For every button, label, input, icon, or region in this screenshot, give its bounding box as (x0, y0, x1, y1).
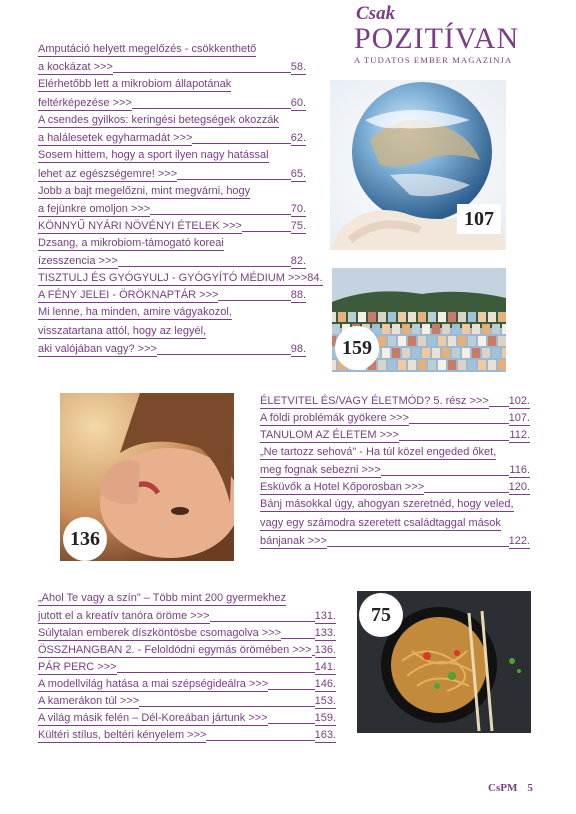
toc-page-number: 122. (508, 535, 530, 548)
toc-page-number: 136. (314, 644, 336, 657)
toc-leader-line (281, 624, 315, 639)
toc-entry[interactable] (38, 675, 336, 692)
toc-page-number: 82. (290, 255, 306, 268)
toc-entry-text: Súlytalan emberek díszköntösbe csomagolva >>> (38, 627, 282, 640)
toc-page-number: 116. (509, 464, 530, 477)
toc-leader-line (218, 286, 290, 301)
toc-entry-text: meg fognak sebezni >>> (260, 464, 381, 477)
toc-entry-text: a kockázat >>> (38, 61, 113, 74)
toc-group-3 (38, 589, 336, 743)
toc-entry[interactable] (38, 709, 336, 726)
toc-entry[interactable] (38, 269, 323, 286)
toc-entry-text: jutott el a kreatív tanóra öröme >>> (38, 610, 210, 623)
toc-leader-line (327, 532, 509, 547)
toc-leader-line (381, 461, 510, 476)
footer-page-number: 5 (527, 782, 533, 794)
toc-leader-line (132, 94, 291, 109)
toc-group-2 (260, 392, 530, 549)
woman-image (60, 393, 234, 561)
toc-entry[interactable] (260, 426, 530, 443)
footer-brand: CsPM (488, 782, 518, 794)
toc-leader-line (177, 165, 291, 180)
toc-leader-line (157, 340, 291, 355)
toc-group-1 (38, 40, 323, 357)
toc-page-number: 159. (314, 712, 336, 725)
toc-leader-line (489, 392, 509, 407)
toc-entry-text: A világ másik felén – Dél-Koreában jártunk >>> (38, 712, 268, 725)
toc-entry[interactable] (38, 40, 306, 75)
toc-entry[interactable] (38, 75, 306, 110)
toc-leader-line (399, 426, 510, 441)
toc-entry[interactable] (38, 303, 306, 357)
toc-leader-line (268, 675, 314, 690)
toc-entry-text: Bánj másokkal úgy, ahogyan szeretnéd, hogy veled, (260, 498, 514, 511)
toc-entry-text: a halálesetek egyharmadát >>> (38, 132, 193, 145)
toc-page-number: 65. (290, 167, 306, 180)
toc-leader-line (206, 726, 314, 741)
toc-page-number: 70. (290, 203, 306, 216)
toc-page-number: 141. (314, 661, 336, 674)
toc-entry-text: ÉLETVITEL ÉS/VAGY ÉLETMÓD? 5. rész >>> (260, 395, 489, 407)
toc-entry-text: feltérképezése >>> (38, 96, 132, 109)
toc-entry[interactable] (38, 286, 306, 303)
toc-entry[interactable] (260, 495, 530, 549)
toc-entry[interactable] (38, 217, 306, 234)
toc-entry-text: PÁR PERC >>> (38, 661, 117, 674)
noodles-image (357, 591, 531, 733)
toc-entry[interactable] (38, 624, 336, 641)
toc-leader-line (113, 58, 291, 73)
toc-page-number: 131. (314, 610, 336, 623)
toc-entry-text: Dzsang, a mikrobiom-támogató koreai (38, 237, 224, 250)
toc-leader-line (242, 217, 291, 232)
toc-entry[interactable] (38, 641, 336, 658)
toc-page-number: 58. (290, 61, 306, 74)
toc-entry[interactable] (38, 111, 306, 146)
toc-leader-line (139, 692, 314, 707)
toc-page-number: 146. (314, 678, 336, 691)
toc-page-number: 84. (307, 272, 323, 285)
toc-entry[interactable] (38, 726, 336, 743)
toc-entry[interactable] (38, 234, 306, 269)
toc-page-number: 98. (290, 343, 306, 356)
toc-entry[interactable] (260, 392, 530, 409)
toc-entry-text: „Ahol Te vagy a szín" – Több mint 200 gyermekhez (38, 592, 287, 604)
earth-image (330, 80, 506, 250)
toc-entry[interactable] (38, 692, 336, 709)
toc-entry-text: Jobb a bajt megelőzni, mint megvárni, hogy (38, 184, 251, 197)
toc-leader-line (150, 200, 290, 215)
toc-entry-text: A kamerákon túl >>> (38, 695, 140, 708)
toc-entry-text: lehet az egészségemre! >>> (38, 167, 178, 180)
toc-page-number: 88. (290, 289, 306, 302)
toc-page-number: 62. (290, 132, 306, 145)
toc-entry[interactable] (38, 589, 336, 624)
toc-leader-line (268, 709, 315, 724)
earth-page-badge: 107 (457, 204, 501, 234)
toc-entry[interactable] (38, 146, 306, 181)
toc-entry-text: „Ne tartozz sehová" - Ha túl közel engeded őket, (260, 446, 497, 458)
toc-page-number: 120. (508, 481, 530, 494)
toc-entry-text: Esküvők a Hotel Kőporosban >>> (260, 481, 425, 494)
toc-leader-line (409, 409, 509, 424)
toc-entry[interactable] (260, 478, 530, 495)
toc-entry-text: Amputáció helyett megelőzés - csökkenthető (38, 43, 257, 55)
toc-page-number: 60. (290, 96, 306, 109)
toc-entry-text: Sosem hittem, hogy a sport ilyen nagy hatással (38, 149, 269, 162)
footer (488, 782, 543, 794)
toc-leader-line (424, 478, 508, 493)
toc-entry-text: ízesszencia >>> (38, 255, 118, 268)
toc-entry-text: TISZTULJ ÉS GYÓGYULJ - GYÓGYÍTÓ MÉDIUM >>> (38, 272, 308, 285)
toc-entry[interactable] (38, 182, 306, 217)
toc-entry-text: A csendes gyilkos: keringési betegségek okozzák (38, 113, 279, 126)
masthead-csak: Csak (356, 3, 396, 24)
toc-page-number: 107. (508, 412, 530, 424)
toc-entry-text: bánjanak >>> (260, 535, 327, 548)
woman-page-badge: 136 (63, 517, 107, 561)
toc-leader-line (210, 607, 315, 622)
toc-entry[interactable] (260, 409, 530, 426)
toc-entry-text: A földi problémák gyökere >>> (260, 412, 409, 424)
toc-entry-text: TANULOM AZ ÉLETEM >>> (260, 429, 399, 441)
toc-entry-text: Elérhetőbb lett a mikrobiom állapotának (38, 78, 232, 91)
toc-entry-text: ÖSSZHANGBAN 2. - Feloldódni egymás örömében >>> (38, 644, 312, 657)
noodles-page-badge: 75 (359, 593, 403, 637)
masthead-title: POZITÍVAN (354, 22, 520, 55)
toc-leader-line (118, 252, 291, 267)
village-image (332, 268, 506, 372)
toc-entry-text: a fejünkre omoljon >>> (38, 203, 151, 216)
toc-page-number: 133. (314, 627, 336, 640)
toc-page-number: 153. (314, 695, 336, 708)
toc-entry-text: Kültéri stílus, beltéri kényelem >>> (38, 729, 207, 742)
toc-entry[interactable] (260, 443, 530, 478)
toc-entry-text: A modellvilág hatása a mai szépségideálra >>> (38, 678, 269, 691)
toc-entry-text: visszatartana attól, hogy az legyél, (38, 324, 207, 337)
toc-leader-line (192, 129, 290, 144)
toc-entry[interactable] (38, 658, 336, 675)
village-page-badge: 159 (335, 326, 379, 370)
toc-entry-text: KÖNNYŰ NYÁRI NÖVÉNYI ÉTELEK >>> (38, 220, 242, 233)
masthead-subtitle: A TUDATOS EMBER MAGAZINJA (354, 55, 513, 65)
toc-page-number: 163. (314, 729, 336, 742)
masthead (354, 4, 564, 65)
toc-leader-line (117, 658, 315, 673)
toc-page-number: 75. (290, 220, 306, 233)
toc-entry-text: Mi lenne, ha minden, amire vágyakozol, (38, 306, 232, 319)
toc-entry-text: A FÉNY JELEI - ÖRÖKNAPTÁR >>> (38, 289, 219, 302)
toc-entry-text: aki valójában vagy? >>> (38, 343, 157, 356)
toc-entry-text: vagy egy számodra szeretett családtaggal mások (260, 516, 501, 529)
toc-page-number: 112. (509, 429, 530, 441)
toc-page-number: 102. (508, 395, 530, 407)
